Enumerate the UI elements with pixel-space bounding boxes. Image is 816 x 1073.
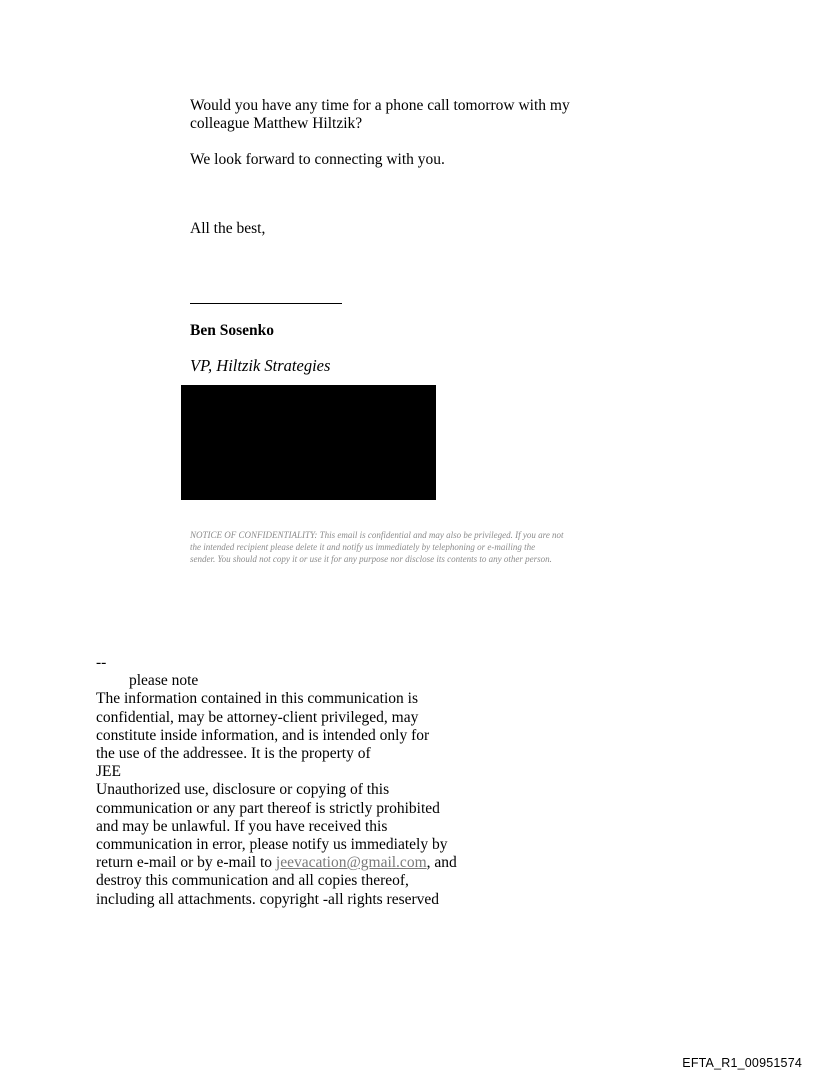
confidentiality-notice: [190, 529, 640, 565]
notice-line: sender. You should not copy it or use it for any purpose nor disclose its contents to any other person.: [190, 554, 552, 564]
disclaimer-line: and may be unlawful. If you have received this: [96, 817, 388, 835]
disclaimer-line: Unauthorized use, disclosure or copying of this: [96, 781, 390, 799]
return-suffix: , and: [426, 854, 457, 872]
footer-disclaimer: [96, 654, 496, 909]
disclaimer-line: JEE: [96, 763, 121, 781]
disclaimer-line-with-email: [96, 854, 496, 872]
disclaimer-line: confidential, may be attorney-client privileged, may: [96, 708, 419, 726]
closing-line: All the best,: [190, 220, 266, 237]
look-forward-line: We look forward to connecting with you.: [190, 151, 445, 168]
please-note-label: please note: [129, 672, 199, 690]
notice-line: the intended recipient please delete it and notify us immediately by telephoning or e-mailing the: [190, 542, 536, 552]
return-prefix: return e-mail or by e-mail to: [96, 854, 276, 872]
redaction-block: [181, 385, 436, 500]
disclaimer-line: communication in error, please notify us immediately by: [96, 836, 448, 854]
document-id: EFTA_R1_00951574: [682, 1056, 802, 1070]
email-link[interactable]: jeevacation@gmail.com: [275, 854, 427, 872]
disclaimer-line: constitute inside information, and is intended only for: [96, 726, 430, 744]
disclaimer-line: communication or any part thereof is strictly prohibited: [96, 799, 440, 817]
request-paragraph: [190, 97, 570, 133]
notice-line: NOTICE OF CONFIDENTIALITY: This email is confidential and may also be privileged. If you are not: [190, 530, 564, 540]
disclaimer-line: including all attachments. copyright -all rights reserved: [96, 890, 440, 908]
footer-separator: --: [96, 654, 107, 671]
disclaimer-line: the use of the addressee. It is the property of: [96, 745, 371, 763]
request-line: colleague Matthew Hiltzik?: [190, 115, 363, 132]
signature-name: Ben Sosenko: [190, 322, 274, 339]
request-line: Would you have any time for a phone call tomorrow with my: [190, 97, 570, 114]
disclaimer-line: destroy this communication and all copies thereof,: [96, 872, 409, 890]
disclaimer-line: The information contained in this communication is: [96, 690, 418, 708]
signature-divider: [190, 303, 342, 304]
signature-title: VP, Hiltzik Strategies: [190, 356, 331, 375]
